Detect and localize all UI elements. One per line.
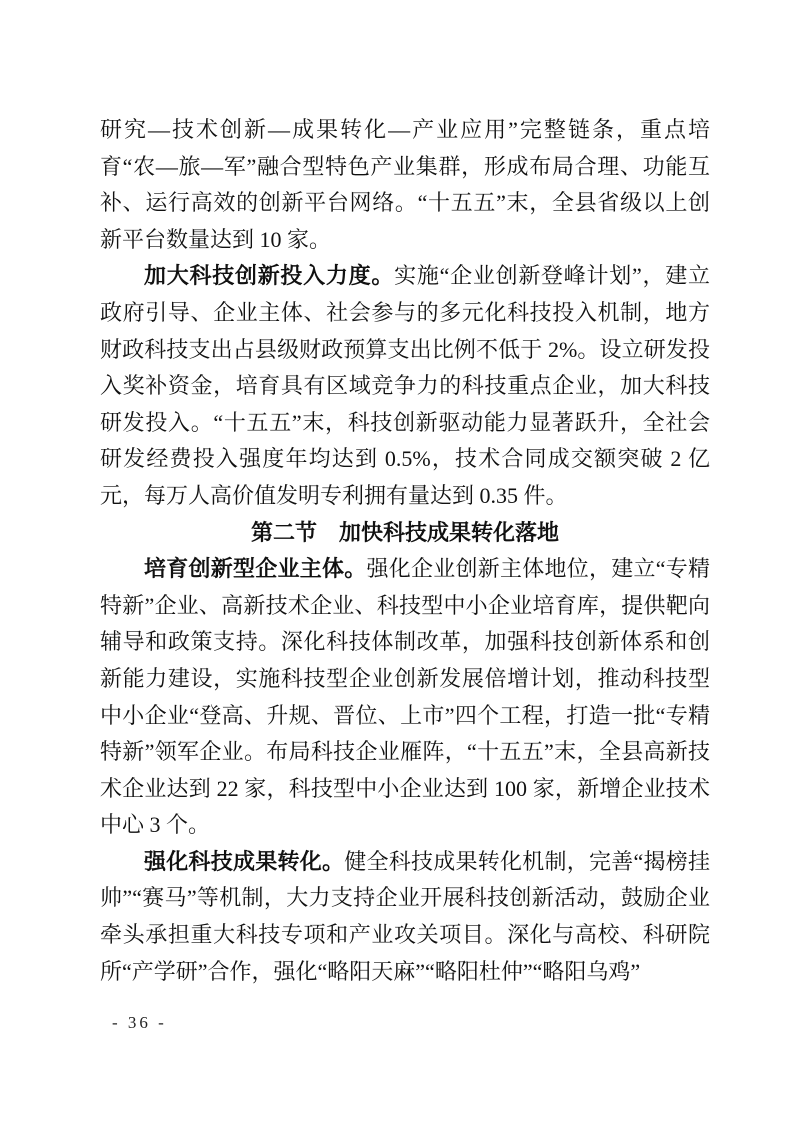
document-body (100, 112, 710, 990)
paragraph (100, 551, 710, 844)
paragraph-lead: 培育创新型企业主体。 (144, 556, 367, 582)
paragraph (100, 112, 710, 258)
page-footer (112, 1013, 167, 1033)
paragraph-text: 研究—技术创新—成果转化—产业应用”完整链条，重点培育“农—旅—军”融合型特色产业集群，形成布局合理、功能互补、运行高效的创新平台网络。“十五五”末，全县省级以上创新平台数量达到 10 家。 (100, 117, 710, 252)
paragraph-text: 健全科技成果转化机制，完善“揭榜挂帅”“赛马”等机制，大力支持企业开展科技创新活动，鼓励企业牵头承担重大科技专项和产业攻关项目。深化与高校、科研院所“产学研”合作，强化“略阳天麻”“略阳杜仲”“略阳乌鸡” (100, 848, 710, 984)
paragraph-lead: 加大科技创新投入力度。 (144, 263, 395, 289)
paragraph-text: 实施“企业创新登峰计划”，建立政府引导、企业主体、社会参与的多元化科技投入机制，地方财政科技支出占县级财政预算支出比例不低于 2%。设立研发投入奖补资金，培育具有区域竞争力的科技重点企业，加大科技研发投入。“十五五”末，科技创新驱动能力显著跃升，全社会研发经费投入强度年均达到 0.5%，技术合同成交额突破 2 亿元，每万人高价值发明专利拥有量达到 0.35 件。 (100, 263, 710, 508)
page-number: - 36 - (112, 1013, 167, 1032)
paragraph-lead: 强化科技成果转化。 (144, 848, 345, 874)
section-heading: 第二节 加快科技成果转化落地 (250, 519, 559, 545)
paragraph-text: 强化企业创新主体地位，建立“专精特新”企业、高新技术企业、科技型中小企业培育库，提供靶向辅导和政策支持。深化科技体制改革，加强科技创新体系和创新能力建设，实施科技型企业创新发展倍增计划，推动科技型中小企业“登高、升规、晋位、上市”四个工程，打造一批“专精特新”领军企业。布局科技企业雁阵，“十五五”末，全县高新技术企业达到 22 家，科技型中小企业达到 100 家，新增企业技术中心 3 个。 (100, 556, 710, 838)
paragraph (100, 844, 710, 990)
paragraph (100, 258, 710, 514)
